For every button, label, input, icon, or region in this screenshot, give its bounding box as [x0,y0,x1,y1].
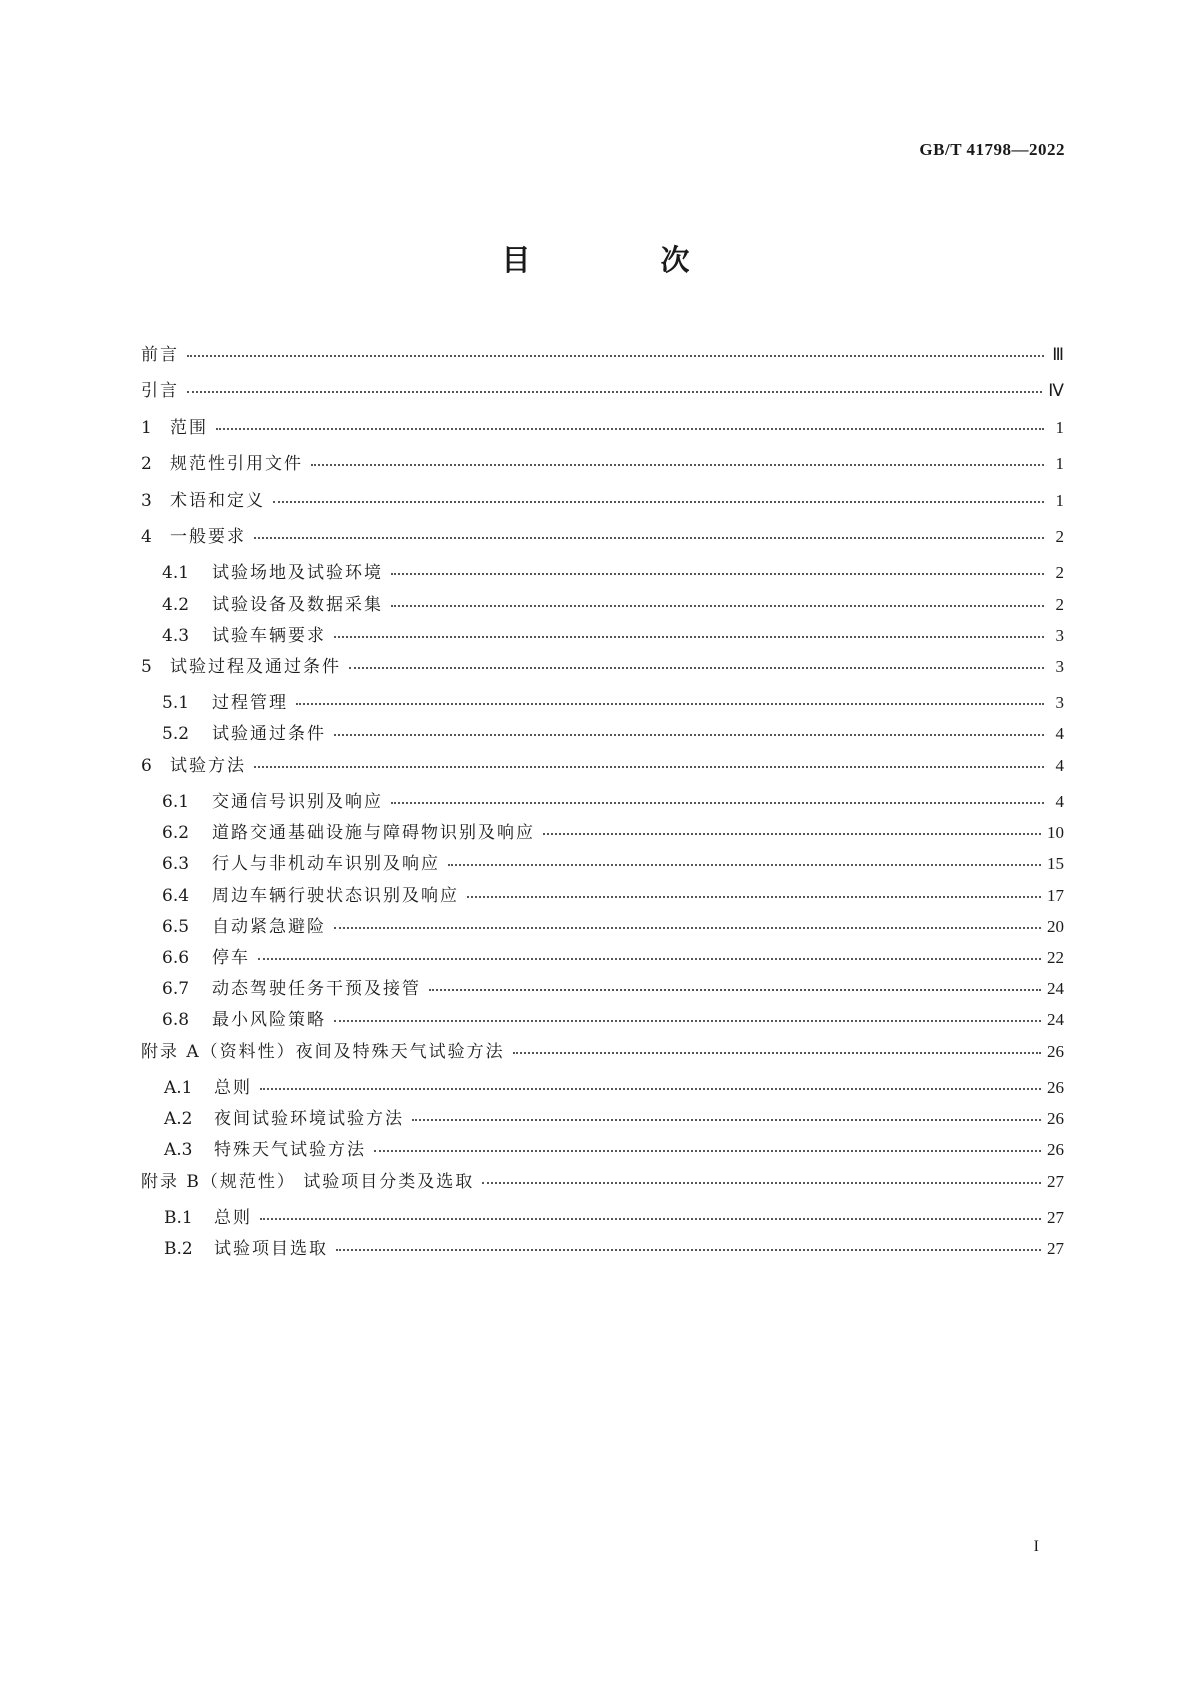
toc-leader-dots [260,1218,1041,1220]
toc-entry-label: 试验设备及数据采集 [212,594,383,615]
toc-entry[interactable] [141,719,1064,750]
toc-entry-page: 24 [1047,979,1064,999]
toc-entry-page: 26 [1047,1041,1064,1061]
toc-entry-number: 6.6 [162,948,190,968]
toc-entry[interactable] [141,912,1064,943]
toc-leader-dots [334,927,1041,929]
toc-entry-label: 总则 [214,1077,252,1098]
toc-entry-page: 3 [1055,693,1064,713]
toc-entry-number: 1 [141,417,152,438]
toc-entry-label: 过程管理 [212,693,288,714]
toc-entry-number: 6.3 [162,854,190,875]
toc-entry-page: 4 [1055,755,1064,775]
standard-code: GB/T 41798—2022 [919,140,1065,159]
toc-entry-number: 6.5 [162,916,190,937]
toc-entry-page: Ⅳ [1048,381,1064,401]
toc-leader-dots [412,1119,1041,1121]
toc-entry-page: 4 [1055,792,1064,812]
toc-entry-number: B.1 [164,1207,193,1228]
toc-entry[interactable] [141,486,1064,522]
toc-leader-dots [467,896,1041,898]
toc-entry[interactable] [141,1104,1064,1135]
toc-leader-dots [260,1088,1041,1090]
toc-entry-page: 26 [1047,1140,1064,1160]
toc-leader-dots [296,703,1044,705]
toc-leader-dots [391,573,1044,575]
toc-entry-label: 一般要求 [170,526,246,547]
toc-leader-dots [513,1052,1041,1054]
toc-entry-number: 4.3 [162,625,190,646]
toc-leader-dots [482,1182,1041,1184]
toc-entry[interactable] [141,1005,1064,1036]
toc-leader-dots [543,833,1041,835]
toc-entry-page: 2 [1055,526,1064,546]
toc-entry[interactable] [141,787,1064,818]
toc-entry-label: 周边车辆行驶状态识别及响应 [212,885,459,906]
toc-entry-label: 行人与非机动车识别及响应 [212,854,440,875]
toc-entry[interactable] [141,1037,1064,1073]
toc-entry-label: 道路交通基础设施与障碍物识别及响应 [212,823,535,844]
toc-leader-dots [258,958,1041,960]
toc-entry-page: 2 [1055,594,1064,614]
toc-entry-label: 附录 A（资料性）夜间及特殊天气试验方法 [141,1041,505,1062]
toc-leader-dots [391,605,1044,607]
toc-leader-dots [448,864,1041,866]
toc-entry[interactable] [141,621,1064,652]
toc-entry-label: 试验过程及通过条件 [170,656,341,677]
toc-entry-label: 总则 [214,1207,252,1228]
toc-entry-number: 6.4 [162,885,190,906]
toc-entry-number: 6.7 [162,979,190,1000]
toc-entry[interactable] [141,590,1064,621]
toc-leader-dots [273,501,1044,503]
toc-entry-label: 停车 [212,948,250,968]
toc-entry[interactable] [141,1234,1064,1265]
toc-entry[interactable] [141,1135,1064,1166]
toc-leader-dots [216,428,1044,430]
toc-entry-number: A.2 [164,1109,193,1130]
toc-entry[interactable] [141,751,1064,787]
toc-entry-page: 26 [1047,1109,1064,1129]
toc-entry[interactable] [141,340,1064,376]
toc-entry-page: 22 [1047,948,1064,967]
toc-entry-number: 4.2 [162,594,190,615]
toc-leader-dots [391,802,1044,804]
toc-entry-page: 1 [1055,490,1064,510]
toc-entry-page: 20 [1047,916,1064,936]
toc-entry-page: 17 [1047,885,1064,905]
toc-leader-dots [187,355,1044,357]
toc-leader-dots [336,1249,1041,1251]
toc-entry-page: 27 [1047,1239,1064,1259]
toc-leader-dots [254,766,1044,768]
toc-entry-number: 6.1 [162,792,190,813]
toc-entry-number: A.1 [164,1077,193,1098]
toc-entry-label: 引言 [141,381,179,402]
toc-leader-dots [334,636,1044,638]
toc-entry[interactable] [141,522,1064,558]
toc-entry-label: 试验项目选取 [214,1239,328,1260]
toc-entry-label: 规范性引用文件 [170,454,303,475]
toc-entry-label: 试验方法 [170,755,246,776]
toc-entry-page: 2 [1055,563,1064,583]
toc-entry-number: A.3 [164,1140,193,1161]
toc-entry-page: 3 [1055,625,1064,645]
toc-entry-page: 3 [1055,656,1064,676]
toc-entry-label: 自动紧急避险 [212,916,326,937]
toc-entry-page: 27 [1047,1207,1064,1227]
toc-entry[interactable] [141,652,1064,688]
toc-entry-number: 3 [141,490,152,511]
toc-entry-page: 1 [1055,454,1064,474]
toc-leader-dots [254,537,1044,539]
page-title: 目 次 [501,243,750,277]
toc-entry-label: 前言 [141,345,179,365]
toc-entry-number: 5 [141,656,152,677]
toc-entry-label: 交通信号识别及响应 [212,792,383,813]
toc-entry-number: B.2 [164,1239,193,1260]
toc-entry-number: 5.1 [162,693,190,714]
toc-entry[interactable] [141,1203,1064,1234]
toc-entry[interactable] [141,849,1064,880]
toc-entry-page: 1 [1055,417,1064,437]
toc-entry-page: 27 [1047,1171,1064,1191]
toc-entry-page: 10 [1047,823,1064,843]
toc-entry-label: 最小风险策略 [212,1010,326,1031]
toc-entry-label: 动态驾驶任务干预及接管 [212,979,421,1000]
toc-entry[interactable] [141,818,1064,849]
toc-entry-label: 试验场地及试验环境 [212,563,383,584]
toc-entry-label: 附录 B（规范性） 试验项目分类及选取 [141,1171,475,1192]
page-number: I [1033,1538,1039,1555]
toc-entry[interactable] [141,558,1064,589]
toc-entry-page: 4 [1055,724,1064,744]
toc-entry-label: 术语和定义 [170,490,265,511]
toc-leader-dots [349,667,1044,669]
toc-entry[interactable] [141,413,1064,449]
toc-entry-number: 6.2 [162,823,190,844]
toc-entry[interactable] [141,1073,1064,1104]
toc-entry-page: 26 [1047,1077,1064,1097]
toc-entry-page: Ⅲ [1052,345,1064,364]
toc-entry[interactable] [141,974,1064,1005]
toc-leader-dots [429,989,1041,991]
toc-entry[interactable] [141,449,1064,485]
toc-entry-page: 24 [1047,1010,1064,1030]
toc-entry[interactable] [141,376,1064,412]
toc-entry[interactable] [141,943,1064,974]
toc-leader-dots [187,391,1042,393]
toc-entry-page: 15 [1047,854,1064,874]
toc-entry-number: 6.8 [162,1010,190,1031]
toc-leader-dots [334,1020,1041,1022]
toc-entry-label: 夜间试验环境试验方法 [214,1109,404,1130]
toc-leader-dots [311,464,1044,466]
toc-entry-label: 试验通过条件 [212,724,326,745]
toc-entry-number: 4 [141,526,152,547]
toc-entry-number: 5.2 [162,724,190,745]
toc-entry[interactable] [141,881,1064,912]
table-of-contents [141,340,1064,1265]
toc-leader-dots [334,734,1044,736]
toc-entry-number: 6 [141,755,152,776]
toc-entry[interactable] [141,1167,1064,1203]
toc-entry-number: 4.1 [162,563,190,584]
toc-leader-dots [374,1150,1041,1152]
toc-entry-label: 特殊天气试验方法 [214,1140,366,1161]
toc-entry[interactable] [141,688,1064,719]
toc-entry-number: 2 [141,454,152,475]
toc-entry-label: 试验车辆要求 [212,625,326,646]
toc-entry-label: 范围 [170,417,208,438]
